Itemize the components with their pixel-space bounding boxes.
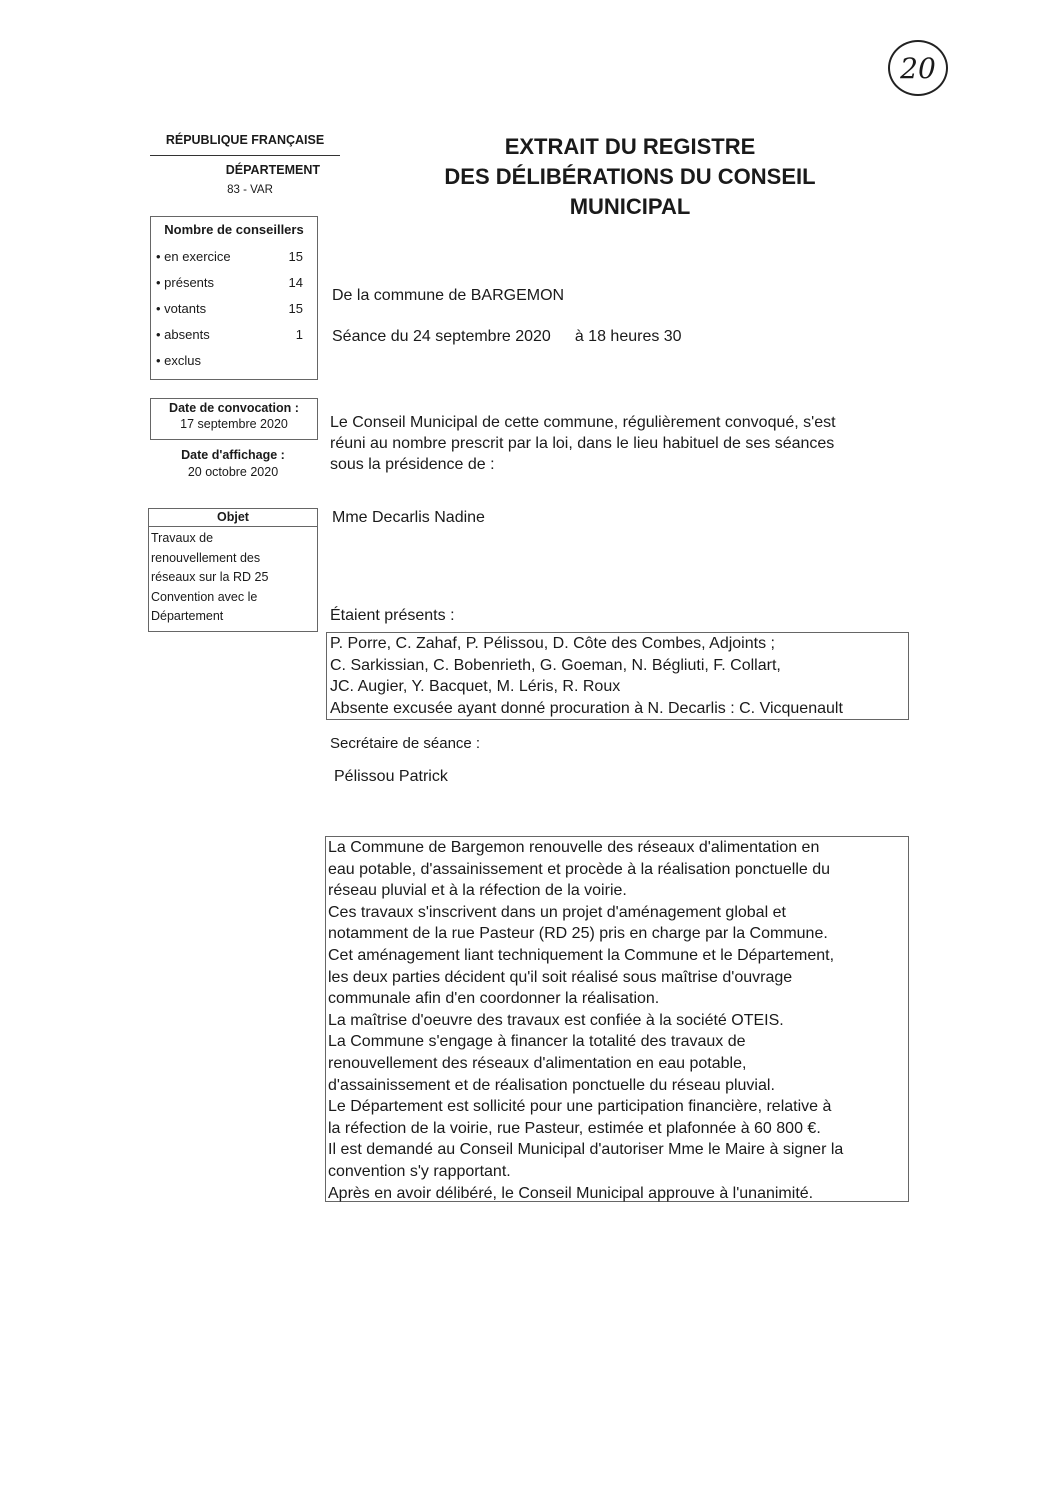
- session-date: Séance du 24 septembre 2020: [332, 328, 551, 345]
- row-count: 1: [295, 327, 303, 342]
- subject-line: Travaux de: [151, 531, 214, 545]
- deliberation-line: La Commune s'engage à financer la totalité des travaux de: [328, 1033, 746, 1051]
- department-label: DÉPARTEMENT: [225, 163, 320, 177]
- deliberation-line: Il est demandé au Conseil Municipal d'autoriser Mme le Maire à signer la: [328, 1141, 844, 1159]
- deliberation-line: renouvellement des réseaux d'alimentation en eau potable,: [328, 1054, 747, 1072]
- secretary-label: Secrétaire de séance :: [330, 735, 481, 752]
- title-line: MUNICIPAL: [569, 194, 691, 219]
- subject-box: [148, 508, 318, 632]
- attendees-label: Étaient présents :: [330, 607, 455, 624]
- deliberation-line: Le Département est sollicité pour une participation financière, relative à: [328, 1098, 832, 1116]
- deliberation-line: Après en avoir délibéré, le Conseil Municipal approuve à l'unanimité.: [328, 1184, 814, 1202]
- convocation-label: Date de convocation :: [169, 401, 299, 415]
- deliberation-line: Cet aménagement liant techniquement la Commune et le Département,: [328, 946, 835, 964]
- councillors-row: [151, 244, 317, 270]
- convocation-date: 17 septembre 2020: [180, 417, 288, 431]
- republic-label: RÉPUBLIQUE FRANÇAISE: [165, 133, 325, 147]
- row-label: • présents: [156, 275, 215, 290]
- session-line: [332, 326, 682, 347]
- deliberation-line: les deux parties décident qu'il soit réalisé sous maîtrise d'ouvrage: [328, 968, 793, 986]
- row-label: • absents: [156, 327, 210, 342]
- deliberation-line: convention s'y rapportant.: [328, 1162, 511, 1180]
- attendees-line: C. Sarkissian, C. Bobenrieth, G. Goeman, N. Bégliuti, F. Collart,: [330, 656, 781, 674]
- deliberation-line: réseau pluvial et à la réfection de la voirie.: [328, 882, 627, 900]
- title-line: DES DÉLIBÉRATIONS DU CONSEIL: [444, 164, 816, 189]
- president-name: Mme Decarlis Nadine: [332, 509, 485, 526]
- subject-line: renouvellement des: [151, 550, 261, 565]
- deliberation-line: d'assainissement et de réalisation ponctuelle du réseau pluvial.: [328, 1076, 775, 1094]
- posting-label: Date d'affichage :: [181, 448, 285, 462]
- intro-line: Le Conseil Municipal de cette commune, régulièrement convoqué, s'est: [330, 414, 836, 431]
- attendees-line: JC. Augier, Y. Bacquet, M. Léris, R. Roux: [330, 678, 621, 695]
- posting-date: 20 octobre 2020: [187, 465, 279, 479]
- page-number: 20: [900, 51, 936, 85]
- page-number-stamp: [888, 40, 948, 96]
- row-label: • exclus: [156, 353, 202, 368]
- deliberation-line: la réfection de la voirie, rue Pasteur, estimée et plafonnée à 60 800 €.: [328, 1119, 821, 1137]
- intro-line: réuni au nombre prescrit par la loi, dans le lieu habituel de ses séances: [330, 435, 835, 452]
- session-time: à 18 heures 30: [574, 328, 682, 345]
- row-count: 14: [288, 275, 303, 290]
- subject-label: Objet: [149, 509, 317, 527]
- attendees-line: Absente excusée ayant donné procuration à N. Decarlis : C. Vicquenault: [330, 699, 843, 717]
- intro-line: sous la présidence de :: [330, 456, 495, 473]
- councillors-box: [150, 216, 318, 380]
- deliberation-line: eau potable, d'assainissement et procède à la réalisation ponctuelle du: [328, 860, 831, 878]
- deliberation-line: Ces travaux s'inscrivent dans un projet d'aménagement global et: [328, 903, 786, 921]
- convocation-box: [150, 398, 318, 440]
- subject-line: réseaux sur la RD 25: [151, 570, 269, 584]
- councillors-row: [151, 322, 317, 348]
- title-line: EXTRAIT DU REGISTRE: [504, 134, 756, 159]
- deliberation-line: La maîtrise d'oeuvre des travaux est confiée à la société OTEIS.: [328, 1011, 784, 1029]
- deliberation-line: communale afin d'en coordonner la réalisation.: [328, 990, 660, 1008]
- subject-line: Convention avec le: [151, 589, 258, 604]
- department-code: 83 - VAR: [227, 184, 273, 196]
- subject-line: Département: [151, 609, 224, 623]
- intro-paragraph: [330, 412, 890, 475]
- republic-underline: [150, 155, 340, 156]
- row-label: • en exercice: [156, 249, 231, 264]
- commune-line: De la commune de BARGEMON: [332, 287, 565, 304]
- attendees-line: P. Porre, C. Zahaf, P. Pélissou, D. Côte des Combes, Adjoints ;: [330, 635, 775, 652]
- deliberation-line: notamment de la rue Pasteur (RD 25) pris en charge par la Commune.: [328, 925, 828, 943]
- row-count: 15: [288, 301, 303, 316]
- councillors-row: [151, 296, 317, 322]
- councillors-row: [151, 348, 317, 374]
- secretary-name: Pélissou Patrick: [334, 768, 448, 785]
- deliberation-box: [325, 836, 909, 1202]
- deliberation-line: La Commune de Bargemon renouvelle des réseaux d'alimentation en: [328, 839, 820, 856]
- posting-block: [150, 448, 316, 479]
- row-count: 15: [288, 249, 303, 264]
- row-label: • votants: [156, 301, 207, 316]
- attendees-box: [326, 632, 909, 720]
- document-title: [400, 132, 860, 222]
- councillors-title: Nombre de conseillers: [164, 222, 304, 237]
- councillors-row: [151, 270, 317, 296]
